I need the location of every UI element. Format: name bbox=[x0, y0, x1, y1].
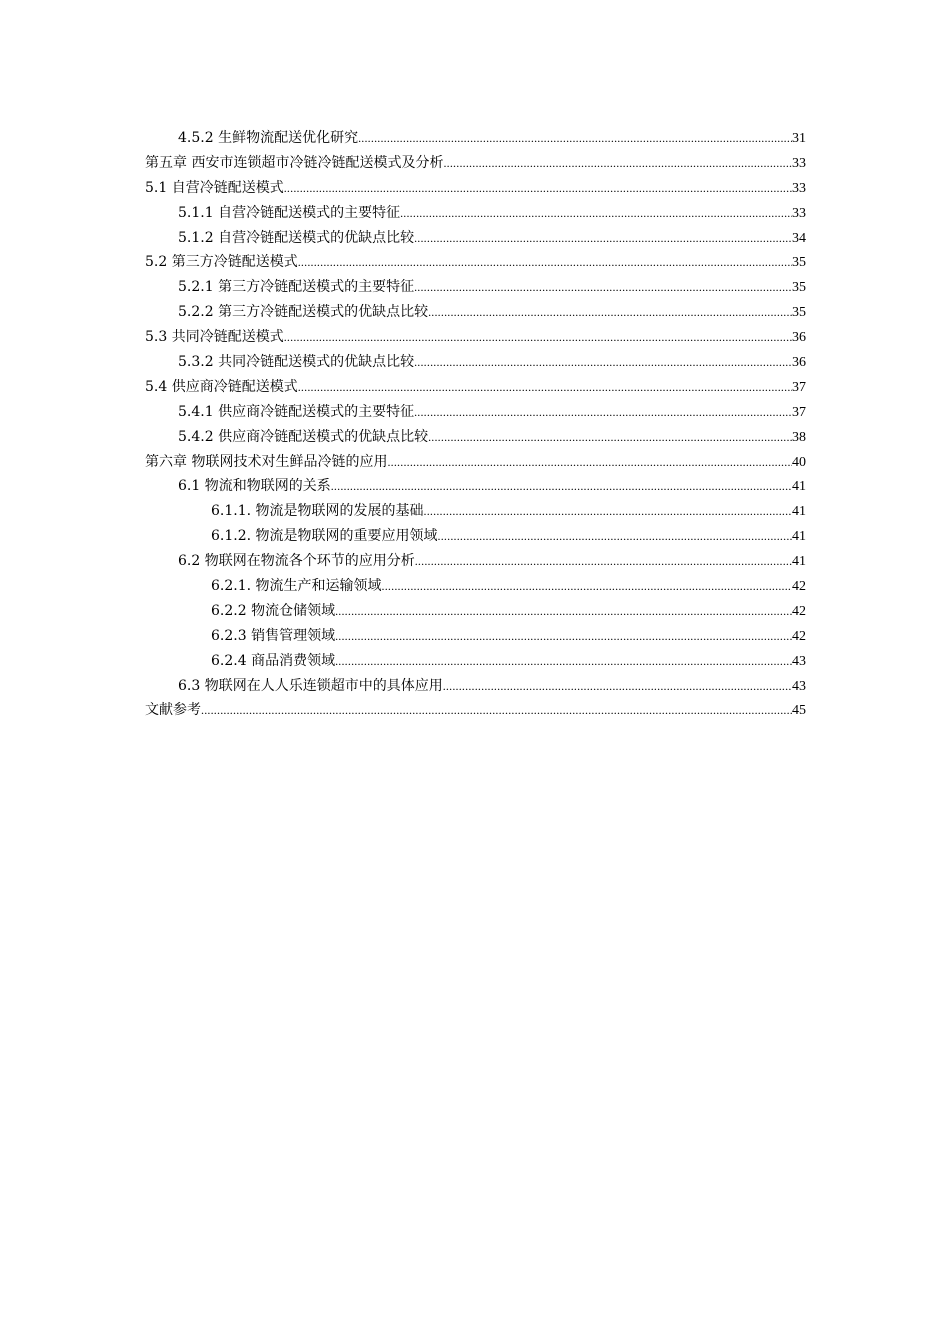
toc-entry[interactable] bbox=[145, 524, 806, 549]
toc-entry-title: 6.3 物联网在人人乐连锁超市中的具体应用 bbox=[178, 677, 443, 694]
toc-dot-leader bbox=[443, 674, 792, 699]
toc-entry-page: 33 bbox=[792, 205, 806, 221]
toc-dot-leader bbox=[358, 126, 792, 151]
toc-entry-page: 41 bbox=[792, 504, 806, 520]
toc-entry-title: 6.1.1. 物流是物联网的发展的基础 bbox=[211, 503, 424, 520]
toc-entry[interactable] bbox=[145, 250, 806, 275]
toc-entry-page: 42 bbox=[792, 579, 806, 595]
toc-entry[interactable] bbox=[145, 375, 806, 400]
toc-entry[interactable] bbox=[145, 176, 806, 201]
toc-entry[interactable] bbox=[145, 649, 806, 674]
toc-entry[interactable] bbox=[145, 599, 806, 624]
toc-entry-page: 40 bbox=[792, 454, 806, 470]
toc-entry-page: 35 bbox=[792, 280, 806, 296]
table-of-contents bbox=[145, 126, 806, 723]
toc-entry-title: 5.2.1 第三方冷链配送模式的主要特征 bbox=[178, 279, 415, 296]
toc-entry[interactable] bbox=[145, 425, 806, 450]
toc-dot-leader bbox=[443, 151, 792, 176]
toc-dot-leader bbox=[201, 698, 792, 723]
toc-entry-title: 5.1.1 自营冷链配送模式的主要特征 bbox=[178, 204, 401, 221]
toc-entry[interactable] bbox=[145, 624, 806, 649]
toc-entry-title: 5.4 供应商冷链配送模式 bbox=[145, 378, 298, 395]
toc-entry-page: 41 bbox=[792, 479, 806, 495]
toc-dot-leader bbox=[414, 400, 792, 425]
toc-entry-page: 42 bbox=[792, 603, 806, 619]
toc-dot-leader bbox=[400, 201, 792, 226]
toc-entry-title: 5.2 第三方冷链配送模式 bbox=[145, 254, 298, 271]
toc-entry-title: 6.1 物流和物联网的关系 bbox=[178, 478, 331, 495]
toc-entry-title: 4.5.2 生鲜物流配送优化研究 bbox=[178, 130, 359, 146]
toc-entry-page: 43 bbox=[792, 653, 806, 669]
toc-entry-page: 41 bbox=[792, 554, 806, 570]
toc-entry-title: 6.2.2 物流仓储领域 bbox=[211, 602, 336, 619]
toc-entry[interactable] bbox=[145, 350, 806, 375]
toc-entry[interactable] bbox=[145, 275, 806, 300]
toc-dot-leader bbox=[335, 624, 792, 649]
toc-entry-page: 41 bbox=[792, 529, 806, 545]
toc-entry[interactable] bbox=[145, 226, 806, 251]
toc-entry-page: 34 bbox=[792, 230, 806, 246]
toc-dot-leader bbox=[414, 275, 792, 300]
toc-entry-page: 43 bbox=[792, 678, 806, 694]
toc-entry-page: 36 bbox=[792, 330, 806, 346]
toc-dot-leader bbox=[335, 649, 792, 674]
toc-dot-leader bbox=[428, 425, 792, 450]
toc-entry-title: 5.4.2 供应商冷链配送模式的优缺点比较 bbox=[178, 428, 429, 445]
toc-entry-title: 6.1.2. 物流是物联网的重要应用领域 bbox=[211, 528, 438, 545]
toc-entry-page: 45 bbox=[792, 703, 806, 719]
toc-dot-leader bbox=[428, 300, 792, 325]
toc-dot-leader bbox=[414, 226, 792, 251]
toc-entry-page: 37 bbox=[792, 379, 806, 395]
toc-entry[interactable] bbox=[145, 474, 806, 499]
toc-entry[interactable] bbox=[145, 574, 806, 599]
toc-entry-page: 36 bbox=[792, 355, 806, 371]
toc-dot-leader bbox=[438, 524, 792, 549]
toc-entry-title: 6.2.3 销售管理领域 bbox=[211, 627, 336, 644]
toc-entry[interactable] bbox=[145, 674, 806, 699]
toc-entry-title: 文献参考 bbox=[145, 702, 201, 719]
toc-entry[interactable] bbox=[145, 450, 806, 475]
toc-entry-page: 42 bbox=[792, 628, 806, 644]
toc-dot-leader bbox=[331, 474, 792, 499]
toc-entry[interactable] bbox=[145, 201, 806, 226]
toc-entry-title: 5.3.2 共同冷链配送模式的优缺点比较 bbox=[178, 354, 415, 371]
toc-entry-page: 33 bbox=[792, 180, 806, 196]
toc-dot-leader bbox=[284, 176, 792, 201]
toc-entry-title: 第六章 物联网技术对生鲜品冷链的应用 bbox=[145, 453, 388, 470]
toc-entry-title: 5.2.2 第三方冷链配送模式的优缺点比较 bbox=[178, 304, 429, 321]
toc-dot-leader bbox=[387, 450, 792, 475]
toc-entry-page: 38 bbox=[792, 429, 806, 445]
toc-entry-title: 5.1.2 自营冷链配送模式的优缺点比较 bbox=[178, 229, 415, 246]
toc-entry-page: 33 bbox=[792, 155, 806, 171]
toc-dot-leader bbox=[298, 250, 792, 275]
toc-dot-leader bbox=[414, 350, 792, 375]
toc-dot-leader bbox=[382, 574, 792, 599]
toc-entry-title: 6.2.4 商品消费领域 bbox=[211, 652, 336, 669]
toc-entry[interactable] bbox=[145, 400, 806, 425]
toc-dot-leader bbox=[415, 549, 792, 574]
toc-entry[interactable] bbox=[145, 499, 806, 524]
toc-entry[interactable] bbox=[145, 325, 806, 350]
toc-entry[interactable] bbox=[145, 126, 806, 151]
toc-dot-leader bbox=[335, 599, 792, 624]
toc-entry-title: 5.3 共同冷链配送模式 bbox=[145, 329, 284, 346]
toc-entry[interactable] bbox=[145, 151, 806, 176]
toc-entry[interactable] bbox=[145, 549, 806, 574]
toc-entry-page: 35 bbox=[792, 255, 806, 271]
toc-entry-title: 6.2 物联网在物流各个环节的应用分析 bbox=[178, 553, 415, 570]
toc-entry-page: 35 bbox=[792, 305, 806, 321]
toc-dot-leader bbox=[298, 375, 792, 400]
toc-entry-title: 6.2.1. 物流生产和运输领域 bbox=[211, 578, 382, 595]
toc-entry-title: 5.1 自营冷链配送模式 bbox=[145, 179, 284, 196]
toc-entry[interactable] bbox=[145, 698, 806, 723]
toc-entry[interactable] bbox=[145, 300, 806, 325]
toc-entry-page: 31 bbox=[792, 131, 806, 146]
toc-entry-page: 37 bbox=[792, 404, 806, 420]
toc-entry-title: 5.4.1 供应商冷链配送模式的主要特征 bbox=[178, 403, 415, 420]
toc-entry-title: 第五章 西安市连锁超市冷链冷链配送模式及分析 bbox=[145, 154, 444, 171]
toc-dot-leader bbox=[284, 325, 792, 350]
toc-dot-leader bbox=[424, 499, 792, 524]
